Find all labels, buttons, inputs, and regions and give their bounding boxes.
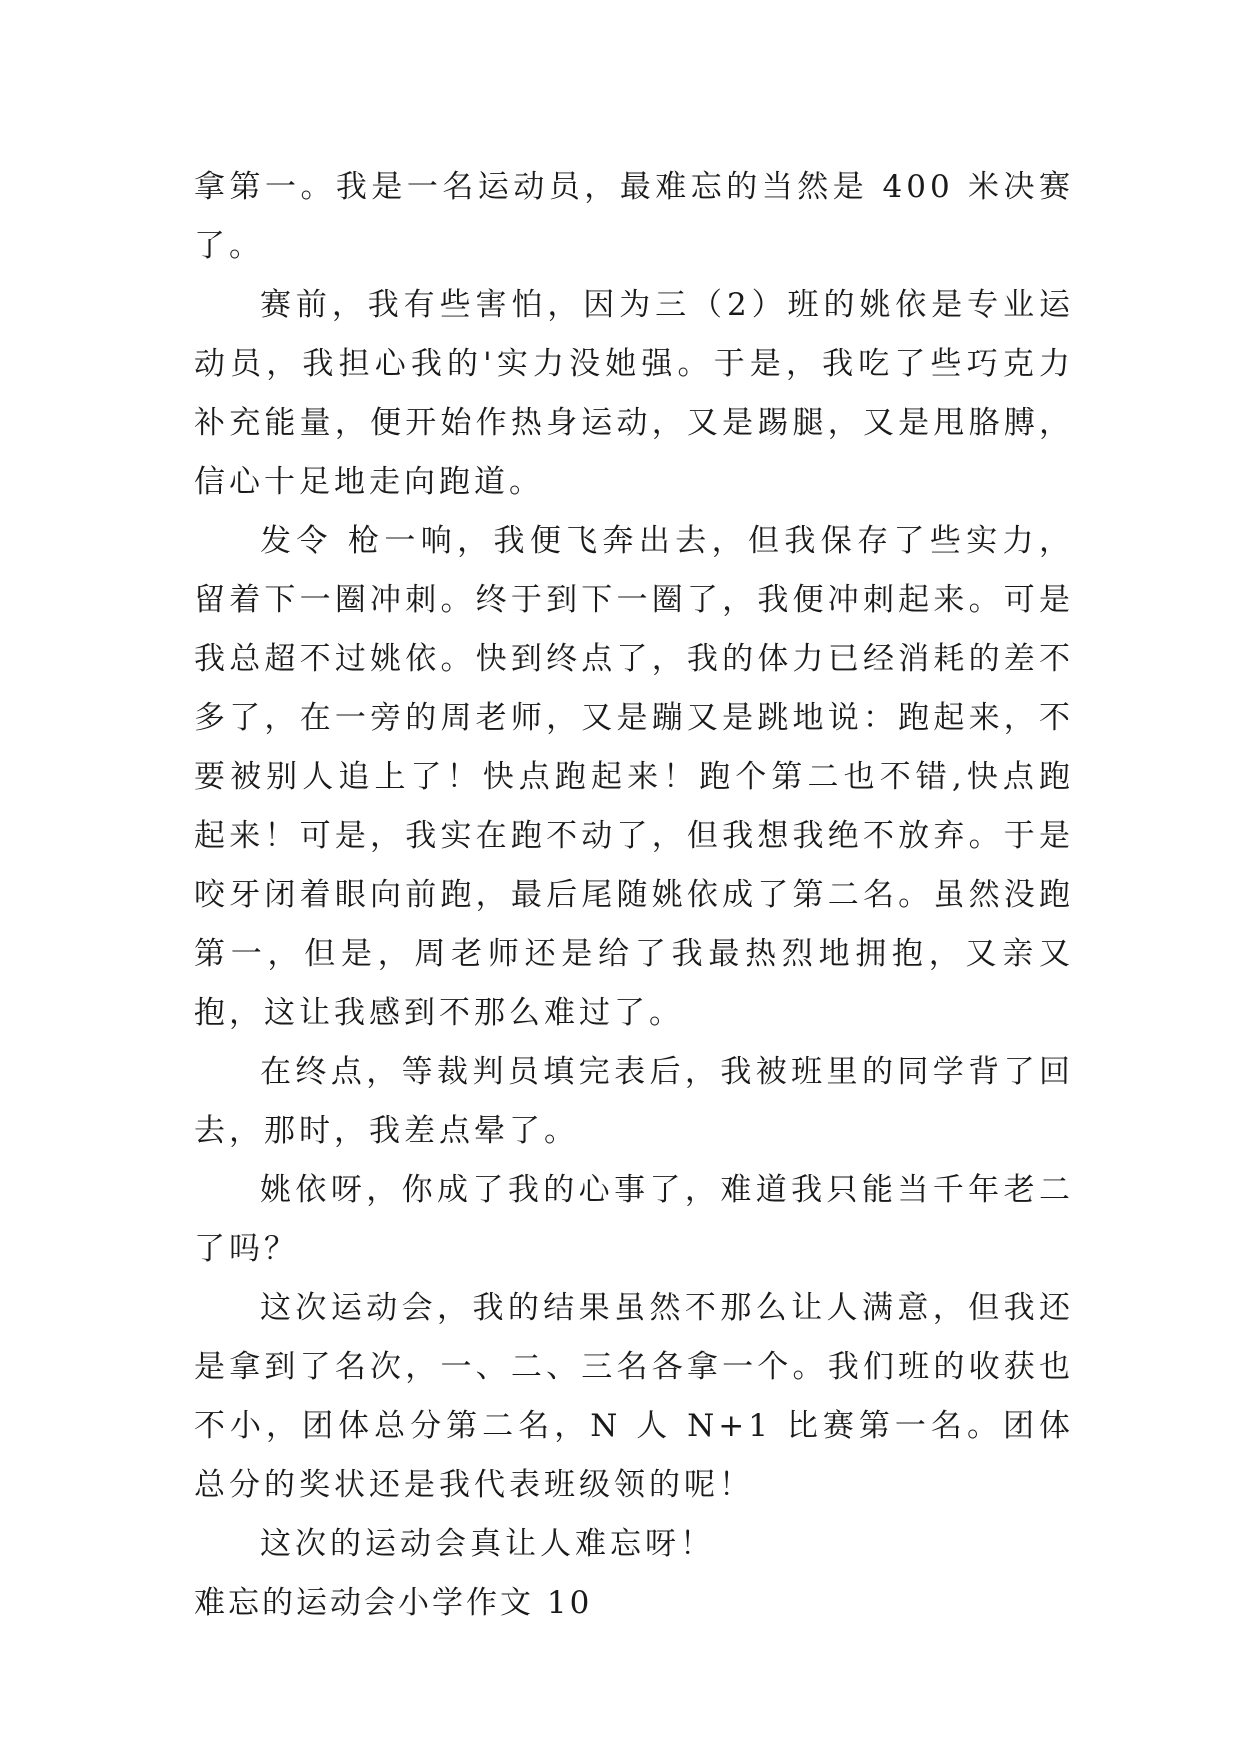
paragraph-2: 赛前，我有些害怕，因为三（2）班的姚依是专业运动员，我担心我的'实力没她强。于是，我吃了些巧克力补充能量，便开始作热身运动，又是踢腿，又是甩胳膊，信心十足地走向跑道。	[194, 287, 1074, 500]
paragraph-6: 这次运动会，我的结果虽然不那么让人满意，但我还是拿到了名次，一、二、三名各拿一个。我们班的收获也不小，团体总分第二名，N 人 N+1 比赛第一名。团体总分的奖状还是我代表班级领的呢！	[194, 1290, 1074, 1503]
paragraph-1: 拿第一。我是一名运动员，最难忘的当然是 400 米决赛了。	[194, 169, 1074, 264]
paragraph-4: 在终点，等裁判员填完表后，我被班里的同学背了回去，那时，我差点晕了。	[194, 1054, 1074, 1149]
paragraph-7: 这次的运动会真让人难忘呀！	[260, 1526, 715, 1562]
section-heading: 难忘的运动会小学作文 10	[194, 1585, 593, 1621]
document-page	[194, 158, 1074, 1633]
paragraph-3: 发令 枪一响，我便飞奔出去，但我保存了些实力，留着下一圈冲刺。终于到下一圈了，我便冲刺起来。可是我总超不过姚依。快到终点了，我的体力已经消耗的差不多了，在一旁的周老师，又是蹦又是跳地说：跑起来，不要被别人追上了！快点跑起来！跑个第二也不错,快点跑起来！可是，我实在跑不动了，但我想我绝不放弃。于是咬牙闭着眼向前跑，最后尾随姚依成了第二名。虽然没跑第一，但是，周老师还是给了我最热烈地拥抱，又亲又抱，这让我感到不那么难过了。	[194, 523, 1074, 1031]
paragraph-5: 姚依呀，你成了我的心事了，难道我只能当千年老二了吗？	[194, 1172, 1074, 1267]
